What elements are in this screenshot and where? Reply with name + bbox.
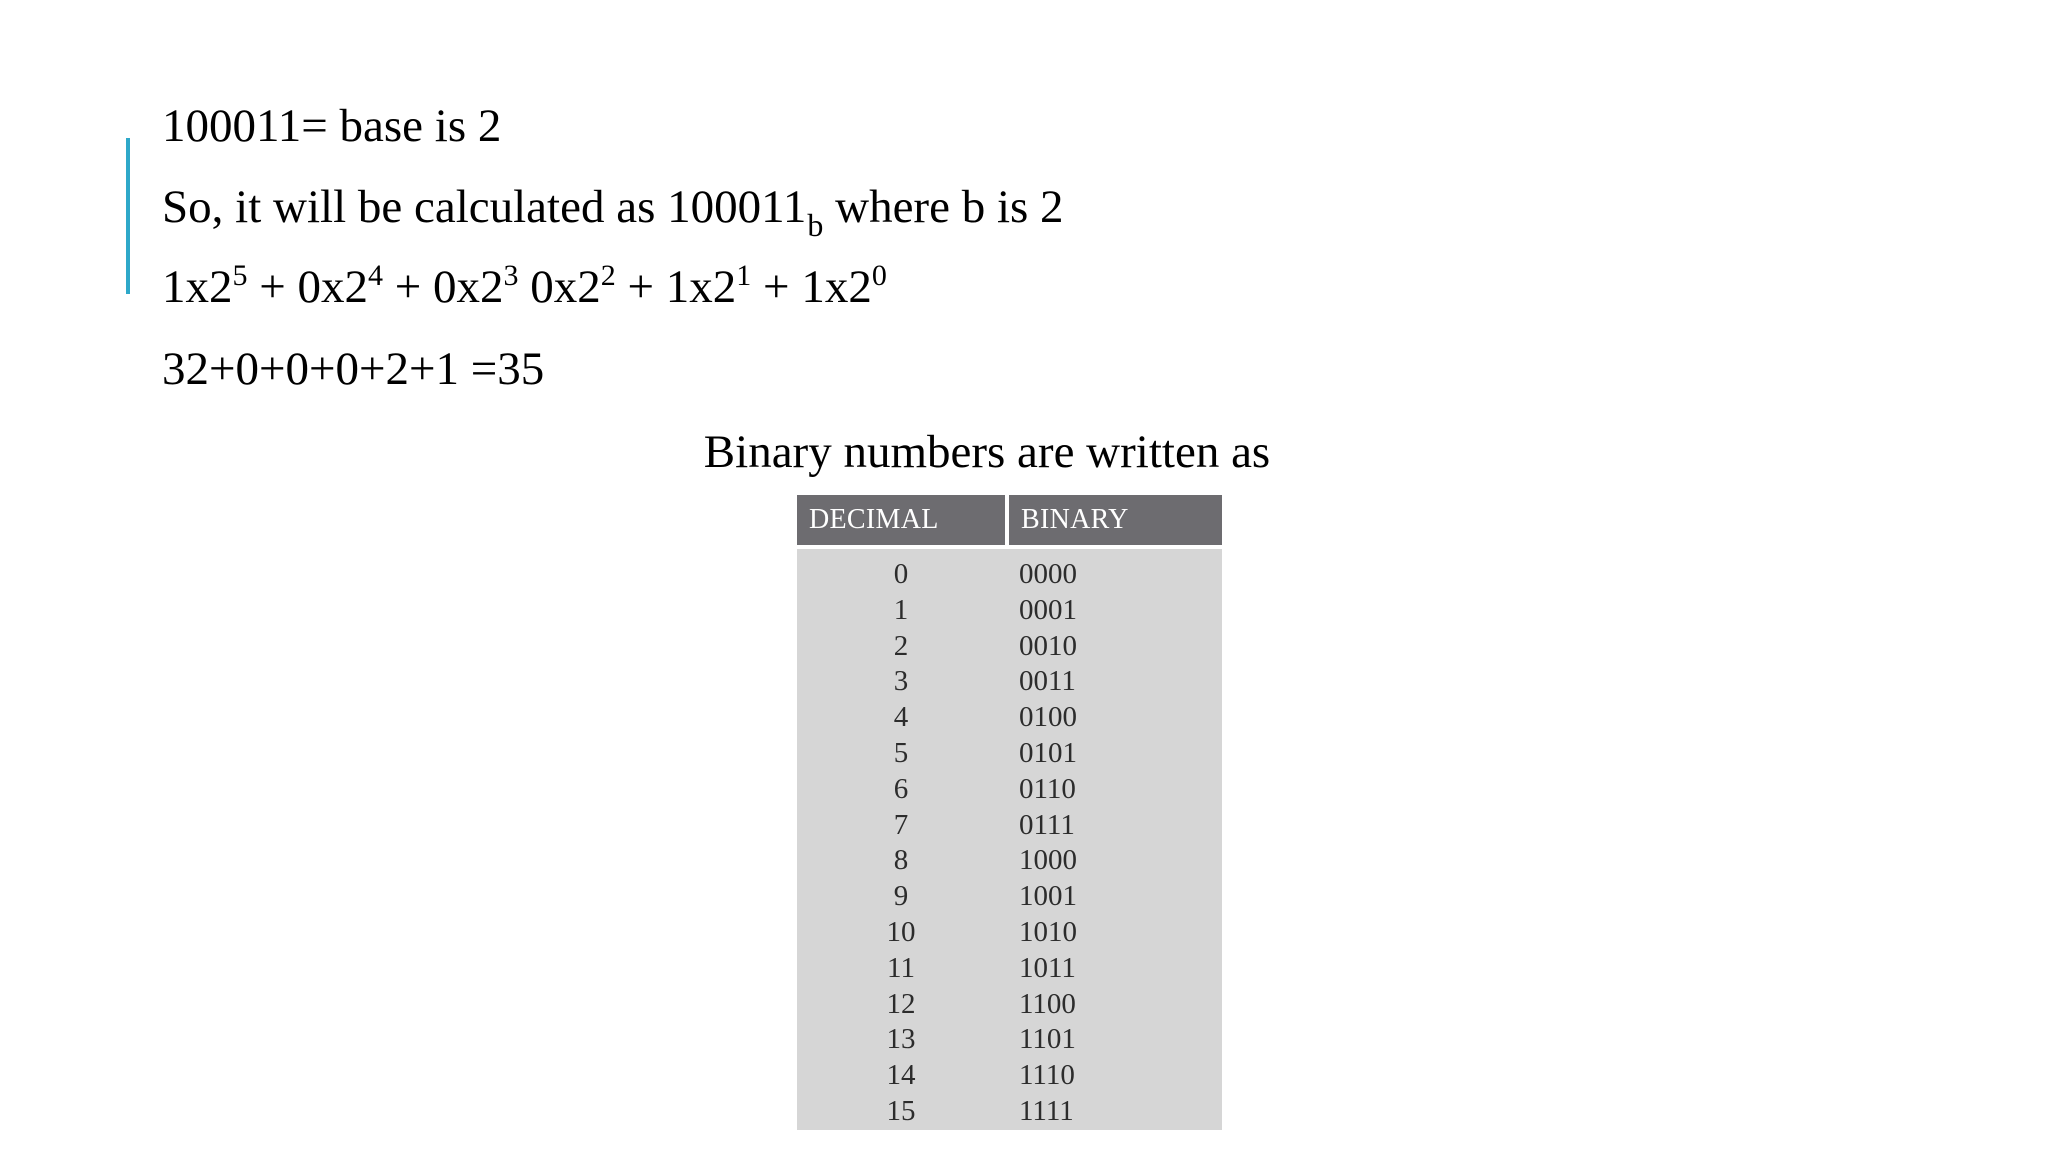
binary-cell: 0110 <box>1019 772 1076 805</box>
decimal-cell: 11 <box>887 951 915 984</box>
decimal-cell: 8 <box>893 844 909 877</box>
binary-cell: 1101 <box>1019 1023 1076 1056</box>
formula-term: 0x2 <box>530 261 601 313</box>
binary-cell: 0111 <box>1019 808 1075 841</box>
header-binary: BINARY <box>1021 504 1129 535</box>
binary-cell: 0011 <box>1019 665 1076 698</box>
formula-exponent: 5 <box>232 259 248 292</box>
formula-term: 1x2 <box>801 261 872 313</box>
slide-accent-bar <box>126 138 130 294</box>
formula-operator: + <box>615 261 666 313</box>
decimal-cell: 15 <box>886 1094 916 1127</box>
formula-operator: + <box>383 261 434 313</box>
expansion-formula <box>162 259 887 313</box>
decimal-cell: 2 <box>893 629 909 662</box>
binary-cell: 0101 <box>1019 736 1077 769</box>
decimal-cell: 10 <box>886 915 916 948</box>
table-header <box>797 495 1222 549</box>
formula-operator: + <box>751 261 802 313</box>
formula-operator: + <box>247 261 298 313</box>
binary-cell: 0100 <box>1019 701 1077 734</box>
binary-cell: 0010 <box>1019 629 1077 662</box>
header-decimal: DECIMAL <box>809 504 939 535</box>
table-body <box>797 549 1222 1130</box>
formula-operator <box>519 261 531 313</box>
binary-cell: 1001 <box>1019 880 1077 913</box>
binary-column <box>1007 557 1222 1130</box>
binary-cell: 1110 <box>1019 1059 1075 1092</box>
calculation-statement <box>162 181 1064 243</box>
binary-cell: 1100 <box>1019 987 1076 1020</box>
formula-term: 0x2 <box>433 261 504 313</box>
decimal-cell: 14 <box>886 1059 916 1092</box>
formula-term: 1x2 <box>162 261 233 313</box>
binary-cell: 1010 <box>1019 915 1077 948</box>
decimal-binary-table <box>797 495 1222 1130</box>
formula-exponent: 4 <box>368 259 384 292</box>
calculation-text-end: where b is 2 <box>823 181 1064 233</box>
decimal-cell: 5 <box>893 736 909 769</box>
formula-exponent: 1 <box>736 259 752 292</box>
decimal-cell: 13 <box>886 1023 916 1056</box>
binary-cell: 1111 <box>1019 1094 1074 1127</box>
decimal-cell: 6 <box>893 772 909 805</box>
base-statement: 100011= base is 2 <box>162 100 502 152</box>
binary-cell: 0000 <box>1019 558 1077 590</box>
base-subscript: b <box>807 207 824 243</box>
binary-cell: 0001 <box>1019 593 1077 626</box>
formula-term: 1x2 <box>665 261 737 313</box>
decimal-cell: 9 <box>893 880 909 913</box>
formula-exponent: 2 <box>600 259 616 292</box>
decimal-cell: 0 <box>893 558 909 590</box>
decimal-cell: 4 <box>893 701 909 734</box>
decimal-cell: 7 <box>893 808 909 841</box>
calculation-text: So, it will be calculated as 100011 <box>162 181 807 233</box>
formula-term: 0x2 <box>297 261 369 313</box>
decimal-cell: 1 <box>893 593 909 626</box>
binary-cell: 1011 <box>1019 951 1076 984</box>
formula-exponent: 0 <box>871 259 887 292</box>
table-caption: Binary numbers are written as <box>703 426 1271 478</box>
formula-exponent: 3 <box>503 259 519 292</box>
binary-cell: 1000 <box>1019 844 1077 877</box>
decimal-cell: 3 <box>893 665 909 698</box>
decimal-cell: 12 <box>886 987 916 1020</box>
decimal-column <box>797 557 1007 1130</box>
sum-result: 32+0+0+0+2+1 =35 <box>162 343 545 395</box>
